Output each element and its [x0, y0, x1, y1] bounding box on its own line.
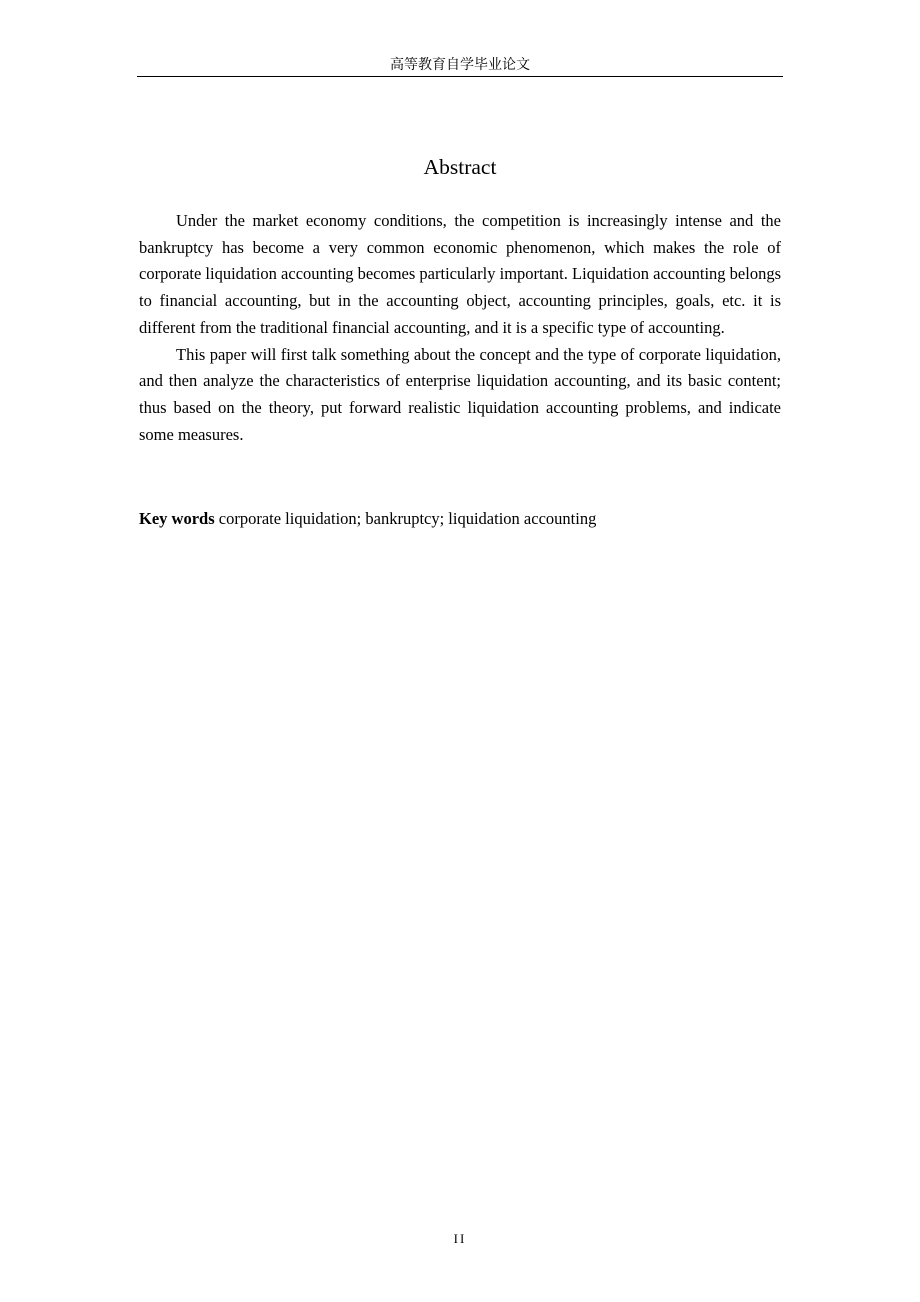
- abstract-body: [139, 208, 781, 448]
- abstract-paragraph-2: This paper will first talk something about the concept and the type of corporate liquidation, and then analyze the characteristics of enterprise liquidation accounting, and its basic content; thus based on the theory, put forward realistic liquidation accounting problems, and indicate some measures.: [139, 344, 781, 444]
- keywords-line: [139, 506, 781, 532]
- abstract-title: Abstract: [423, 155, 497, 179]
- abstract-paragraph-1: Under the market economy conditions, the competition is increasingly intense and the bankruptcy has become a very common economic phenomenon, which makes the role of corporate liquidation accounting becomes particularly important. Liquidation accounting belongs to financial accounting, but in the accounting object, accounting principles, goals, etc. it is different from the traditional financial accounting, and it is a specific type of accounting.: [139, 211, 781, 337]
- keywords-label: Key words: [139, 509, 215, 528]
- page-number: II: [453, 1231, 467, 1246]
- keywords-text: corporate liquidation; bankruptcy; liquidation accounting: [214, 509, 597, 528]
- running-header: 高等教育自学毕业论文: [137, 55, 783, 77]
